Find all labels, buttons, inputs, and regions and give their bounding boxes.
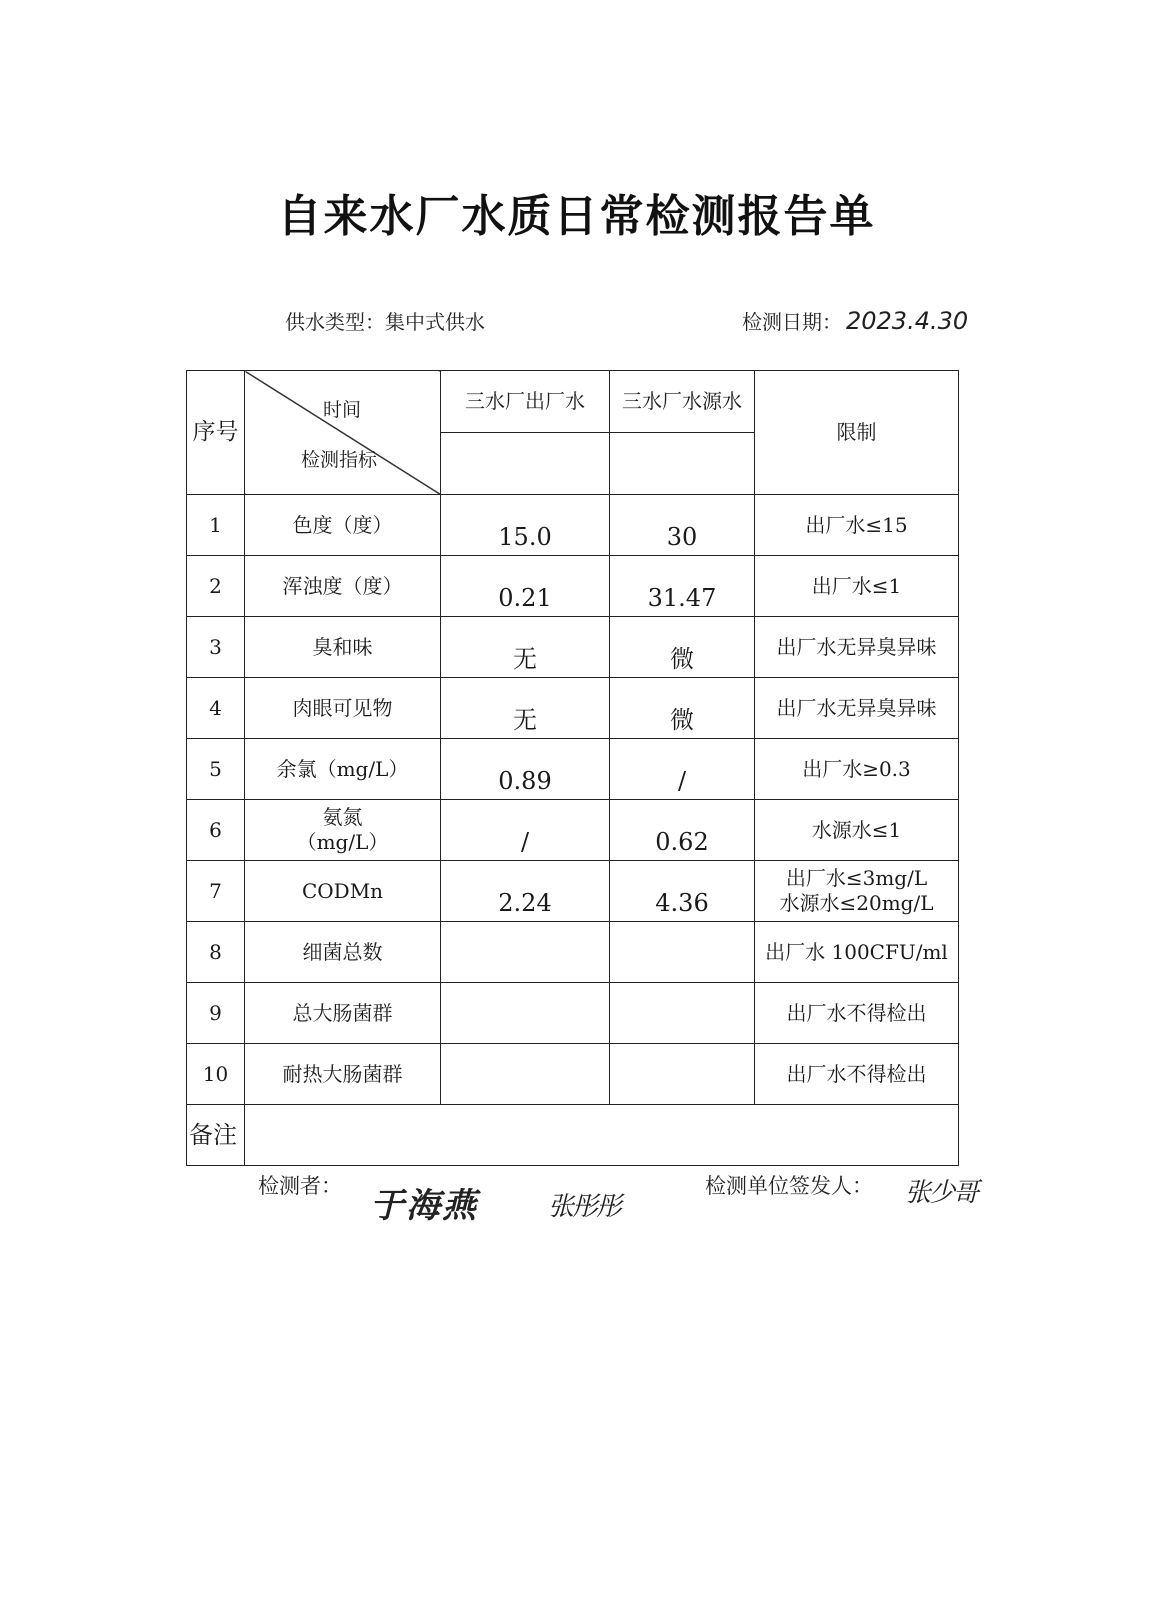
report-table: [186, 370, 959, 1166]
row-outlet-value: [441, 1056, 610, 1117]
issuer-label: 检测单位签发人：: [705, 1174, 873, 1198]
tester-signature-1: 于海燕: [370, 1186, 478, 1226]
header-diag-indicator: 检测指标: [301, 449, 378, 471]
row-limit: 出厂水不得检出: [755, 983, 959, 1044]
row-outlet-value: 2.24: [441, 873, 610, 934]
row-indicator: 氨氮 （mg/L）: [245, 800, 441, 861]
tester-label: 检测者：: [258, 1174, 342, 1198]
row-indicator: 总大肠菌群: [245, 983, 441, 1044]
row-source-value: 微: [610, 629, 755, 690]
header-limit: 限制: [755, 371, 959, 495]
row-indicator: 肉眼可见物: [245, 678, 441, 739]
row-index: 2: [187, 556, 245, 617]
row-indicator: CODMn: [245, 861, 441, 922]
header-diagonal: [245, 371, 441, 495]
row-outlet-value: [441, 934, 610, 995]
row-index: 10: [187, 1044, 245, 1105]
row-source-value: 0.62: [610, 812, 755, 873]
row-index: 4: [187, 678, 245, 739]
row-outlet-value: 无: [441, 629, 610, 690]
issuer-signature: 张少哥: [905, 1178, 978, 1208]
row-indicator: 耐热大肠菌群: [245, 1044, 441, 1105]
row-source-value: [610, 1056, 755, 1117]
row-indicator: 色度（度）: [245, 495, 441, 556]
tester-signature-2: 张彤彤: [548, 1192, 621, 1222]
row-outlet-value: [441, 995, 610, 1056]
row-outlet-value: 无: [441, 690, 610, 751]
header-outlet-sub: [441, 433, 610, 495]
page-title: 自来水厂水质日常检测报告单: [277, 191, 876, 242]
row-outlet-value: 15.0: [441, 507, 610, 568]
row-outlet-value: 0.89: [441, 751, 610, 812]
row-index: 7: [187, 861, 245, 922]
table-row: [187, 495, 959, 556]
row-index: 9: [187, 983, 245, 1044]
supply-type-label: 供水类型：: [285, 310, 385, 334]
header-outlet: 三水厂出厂水: [441, 371, 610, 433]
row-index: 3: [187, 617, 245, 678]
header-source: 三水厂水源水: [610, 371, 755, 433]
row-indicator: 余氯（mg/L）: [245, 739, 441, 800]
header-index: 序号: [187, 371, 245, 495]
row-outlet-value: /: [441, 812, 610, 873]
row-source-value: [610, 934, 755, 995]
row-outlet-value: 0.21: [441, 568, 610, 629]
row-limit: 出厂水 100CFU/ml: [755, 922, 959, 983]
row-limit: 出厂水≥0.3: [755, 739, 959, 800]
row-source-value: 4.36: [610, 873, 755, 934]
row-index: 6: [187, 800, 245, 861]
remark-label: 备注: [187, 1105, 245, 1166]
row-indicator: 浑浊度（度）: [245, 556, 441, 617]
row-source-value: 31.47: [610, 568, 755, 629]
supply-type: [285, 306, 485, 335]
header-source-sub: [610, 433, 755, 495]
test-date-label: 检测日期：: [742, 310, 842, 334]
row-source-value: 30: [610, 507, 755, 568]
row-limit: 出厂水不得检出: [755, 1044, 959, 1105]
test-date: [742, 306, 968, 335]
header-diag-time: 时间: [323, 399, 362, 421]
row-source-value: /: [610, 751, 755, 812]
row-limit: 出厂水≤15: [755, 495, 959, 556]
supply-type-value: 集中式供水: [385, 310, 485, 334]
row-index: 8: [187, 922, 245, 983]
test-date-value: 2023.4.30: [846, 307, 969, 335]
row-source-value: [610, 995, 755, 1056]
row-source-value: 微: [610, 690, 755, 751]
row-limit: 出厂水≤1: [755, 556, 959, 617]
row-indicator: 臭和味: [245, 617, 441, 678]
row-index: 1: [187, 495, 245, 556]
row-index: 5: [187, 739, 245, 800]
row-limit: 水源水≤1: [755, 800, 959, 861]
row-limit: 出厂水无异臭异味: [755, 678, 959, 739]
row-indicator: 细菌总数: [245, 922, 441, 983]
row-limit: 出厂水≤3mg/L 水源水≤20mg/L: [755, 861, 959, 922]
row-limit: 出厂水无异臭异味: [755, 617, 959, 678]
